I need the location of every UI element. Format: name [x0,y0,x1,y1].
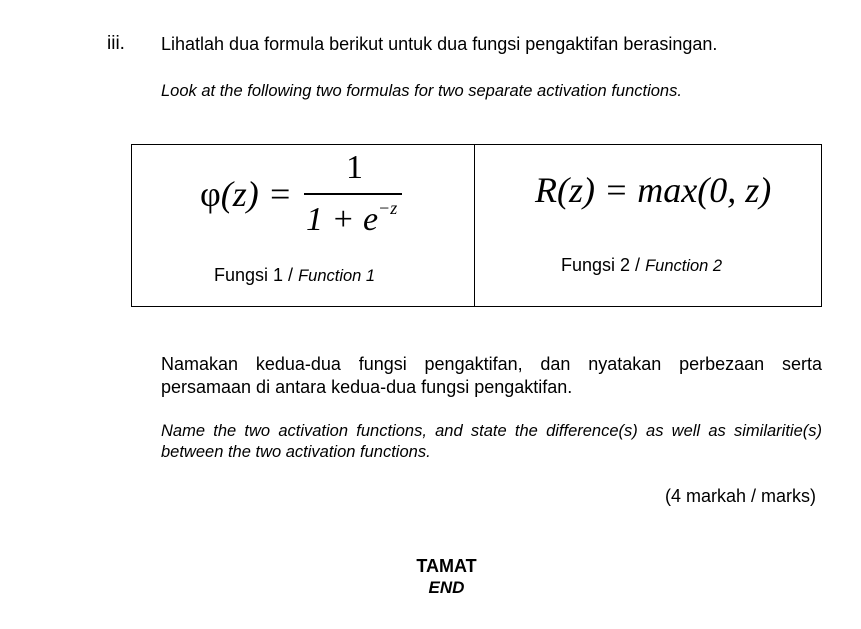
sigmoid-argument: (z) = [220,174,293,214]
caption-function-1 [214,265,375,286]
task-malay: Namakan kedua-dua fungsi pengaktifan, dan nyatakan perbezaan serta persamaan di antara kedua-dua fungsi pengaktifan. [161,354,822,397]
sigmoid-numerator: 1 [346,149,363,186]
caption-2-separator: / [630,255,646,275]
caption-1-english: Function 1 [298,267,376,285]
caption-function-2 [561,255,722,276]
formula-table [131,144,822,307]
denominator-exponent: −z [378,197,398,218]
denominator-base: 1 + e [306,201,379,238]
fraction-bar [304,193,402,195]
phi-symbol: φ [200,174,221,214]
task-english: Name the two activation functions, and state the difference(s) as well as similaritie(s) between the two activation functions. [161,422,822,461]
caption-1-malay: Fungsi 1 [214,265,284,285]
formula-cell-relu [475,145,821,306]
question-number: iii. [107,33,125,54]
marks-label: (4 markah / marks) [664,486,816,506]
relu-expression: R(z) = max(0, z) [535,170,772,210]
end-title-malay: TAMAT [416,556,477,576]
end-title-english: END [428,578,465,597]
caption-2-english: Function 2 [645,257,723,275]
caption-1-separator: / [283,265,299,285]
formula-cell-sigmoid [132,145,475,306]
sigmoid-denominator [306,197,398,239]
caption-2-malay: Fungsi 2 [561,255,631,275]
sigmoid-lhs [200,173,292,215]
instruction-malay: Lihatlah dua formula berikut untuk dua fungsi pengaktifan berasingan. [161,34,718,54]
instruction-english: Look at the following two formulas for two separate activation functions. [161,82,682,100]
